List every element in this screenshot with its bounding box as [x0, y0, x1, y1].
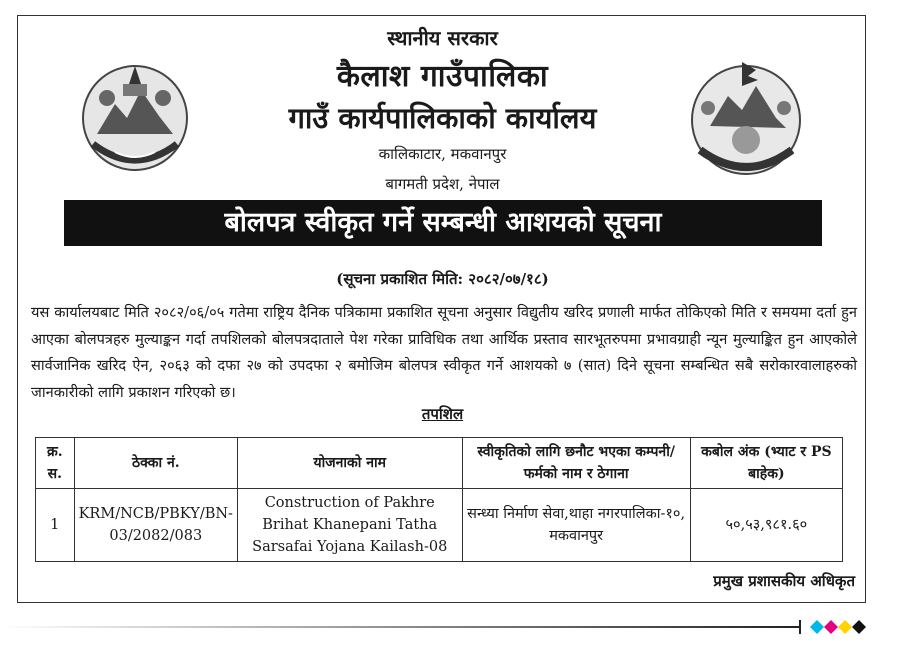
header-province: बागमती प्रदेश, नेपाल: [385, 175, 500, 193]
cell-contract-no: KRM/NCB/PBKY/BN-03/2082/083: [74, 489, 237, 562]
table-header-row: [36, 438, 843, 489]
column-header-contract-no: ठेक्का नं.: [74, 438, 237, 489]
notice-page: [17, 15, 866, 603]
table-row: [36, 489, 843, 562]
publish-date: (सूचना प्रकाशित मिति: २०८२/०७/१८): [336, 270, 549, 288]
footer-divider: [0, 626, 800, 628]
header-municipality-name: कैलाश गाउँपालिका: [336, 59, 549, 94]
notice-body-paragraph: यस कार्यालयबाट मिति २०८२/०६/०५ गतेमा राष्ट्रिय दैनिक पत्रिकामा प्रकाशित सूचना अनुसार विद्युतीय खरिद प्रणाली मार्फत तोकिएको मिति र समयमा दर्ता हुन आएका बोलपत्रहरु मुल्याङ्कन गर्दा तपशिलको बोलपत्रदाताले पेश गरेका प्राविधिक तथा आर्थिक प्रस्ताव सारभूतरुपमा प्रभावग्राही न्यून मुल्याङ्कित हुन आएकोले सार्वजानिक खरिद ऐन, २०६३ को दफा २७ को उपदफा २ बमोजिम बोलपत्र स्वीकृत गर्ने आशयको ७ (सात) दिने सूचना सम्बन्धित सबै सरोकारवालाहरुको जानकारीको लागि प्रकाशन गरिएको छ।: [31, 304, 857, 401]
notice-title-banner: बोलपत्र स्वीकृत गर्ने सम्बन्धी आशयको सूचना: [64, 200, 822, 246]
cell-serial: 1: [36, 489, 75, 562]
column-header-selected-firm: स्वीकृतिको लागि छनौट भएका कम्पनी/फर्मको नाम र ठेगाना: [462, 438, 690, 489]
column-header-serial: क्र. स.: [36, 438, 75, 489]
header-local-government: स्थानीय सरकार: [387, 26, 498, 50]
print-registration-mark-icon: [798, 616, 868, 638]
details-heading: तपशिल: [421, 405, 464, 423]
header-address: कालिकाटार, मकवानपुर: [378, 145, 507, 163]
column-header-bid-amount: कबोल अंक (भ्याट र PS बाहेक): [690, 438, 842, 489]
header-office-name: गाउँ कार्यपालिकाको कार्यालय: [288, 101, 597, 135]
cell-project-name: Construction of Pakhre Brihat Khanepani Tatha Sarsafai Yojana Kailash-08: [237, 489, 462, 562]
column-header-project-name: योजनाको नाम: [237, 438, 462, 489]
cell-bid-amount: ५०,५३,९८१.६०: [690, 489, 842, 562]
signatory-title: प्रमुख प्रशासकीय अधिकृत: [713, 572, 855, 590]
cell-selected-firm: सन्ध्या निर्माण सेवा,थाहा नगरपालिका-१०, मकवानपुर: [462, 489, 690, 562]
details-table: [35, 437, 843, 562]
